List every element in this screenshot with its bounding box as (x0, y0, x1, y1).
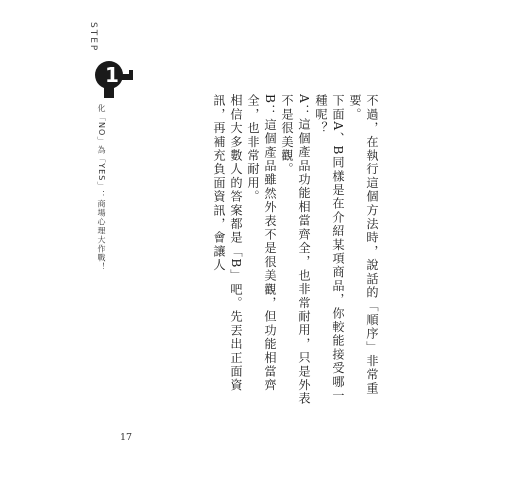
paragraph-intro (312, 94, 380, 412)
body-text (212, 94, 380, 412)
chapter-title: 化「NO」為「YES」：商場心理大作戰！ (97, 104, 106, 272)
text-line: 不過，在執行這個方法時，說話的「順序」非常重要。 (348, 94, 379, 396)
page-number: 17 (120, 432, 133, 443)
step-number: 1 (105, 63, 119, 87)
text-line: 相信大多數人的答案都是「B」吧。先丟出正面資訊，再補充負面資訊，會讓人 (212, 94, 243, 393)
step-label: STEP (88, 22, 98, 53)
text-line: 下面A、B同樣是在介紹某項商品，你較能接受哪一種呢？ (314, 94, 345, 403)
paragraph-explanation (212, 94, 244, 412)
text-line: B：這個產品雖然外表不是很美觀，但功能相當齊全，也非常耐用。 (246, 94, 277, 393)
paragraph-option-b (244, 94, 278, 412)
paragraph-option-a (278, 94, 312, 412)
text-line: A：這個產品功能相當齊全，也非常耐用，只是外表不是很美觀。 (280, 94, 311, 406)
